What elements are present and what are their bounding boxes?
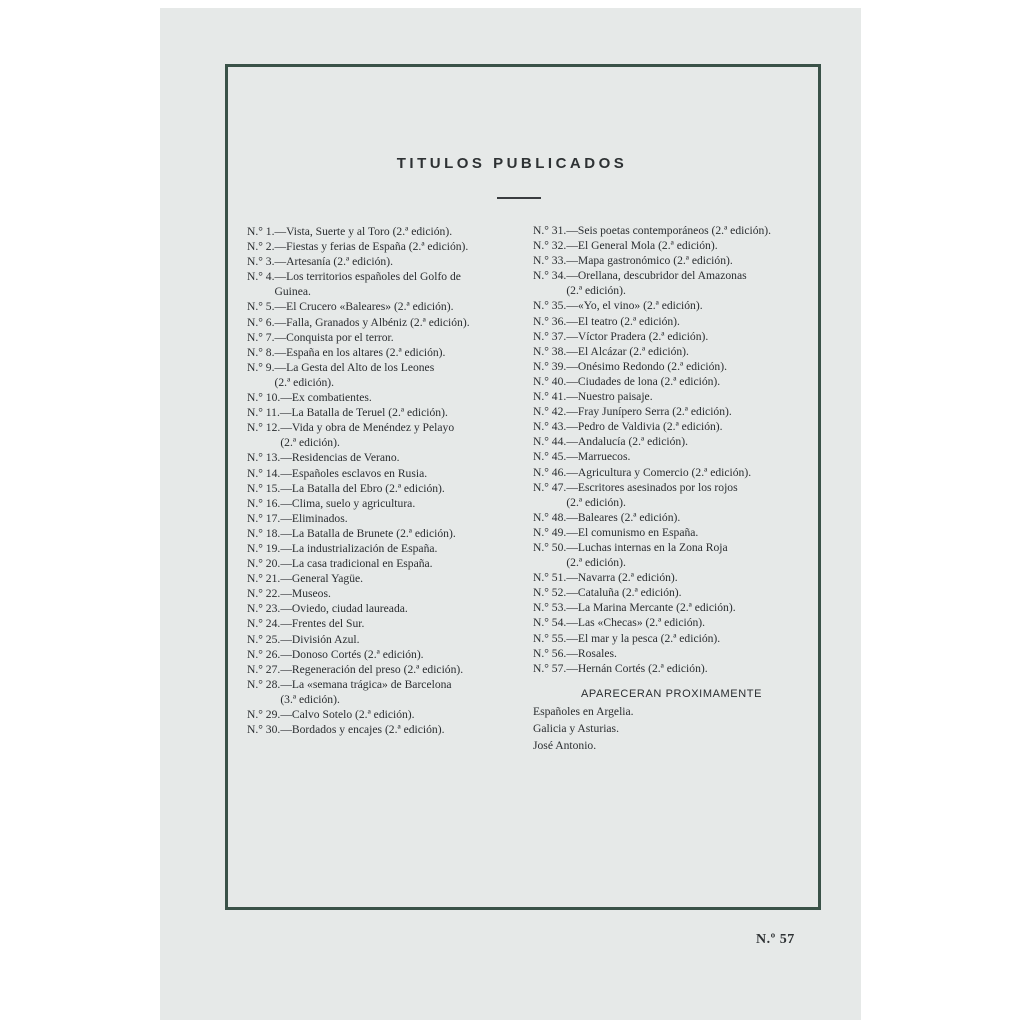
upcoming-heading: APARECERAN PROXIMAMENTE bbox=[580, 687, 763, 700]
title-entry bbox=[247, 269, 522, 299]
entry-number: N.° 26. bbox=[247, 647, 281, 661]
entry-title: —Fray Junípero Serra (2.ª edición). bbox=[566, 405, 732, 419]
entry-title: —Bordados y encajes (2.ª edición). bbox=[280, 723, 445, 737]
title-entry bbox=[533, 510, 810, 525]
entry-title: —Clima, suelo y agricultura. bbox=[280, 496, 416, 510]
entry-number: N.° 9. bbox=[247, 360, 275, 374]
entry-title: —Cataluña (2.ª edición). bbox=[566, 586, 682, 600]
entry-title: —Falla, Granados y Albéniz (2.ª edición). bbox=[274, 315, 470, 329]
entry-number: N.° 46. bbox=[533, 465, 567, 479]
entry-number: N.° 11. bbox=[247, 406, 280, 420]
entry-title: —Nuestro paisaje. bbox=[566, 390, 653, 404]
entry-title: —Hernán Cortés (2.ª edición). bbox=[566, 661, 708, 675]
entry-number: N.° 45. bbox=[533, 450, 567, 464]
entry-title: —El teatro (2.ª edición). bbox=[566, 314, 680, 328]
title-entry bbox=[247, 315, 522, 330]
titles-list-right-entries bbox=[533, 223, 810, 676]
entry-number: N.° 57. bbox=[533, 661, 567, 675]
entry-number: N.° 30. bbox=[247, 723, 281, 737]
title-entry bbox=[247, 632, 522, 647]
entry-title: —Museos. bbox=[280, 587, 331, 601]
entry-title: —Pedro de Valdivia (2.ª edición). bbox=[566, 420, 723, 434]
entry-number: N.° 37. bbox=[533, 329, 567, 343]
entry-number: N.° 39. bbox=[533, 359, 567, 373]
entry-number: N.° 56. bbox=[533, 646, 567, 660]
title-entry bbox=[247, 541, 522, 556]
entry-title: —Frentes del Sur. bbox=[280, 617, 365, 631]
entry-title: —El Alcázar (2.ª edición). bbox=[566, 344, 689, 358]
titles-list-left bbox=[247, 224, 522, 737]
entry-title: —El comunismo en España. bbox=[566, 525, 699, 539]
entry-number: N.° 8. bbox=[247, 345, 275, 359]
entry-number: N.° 19. bbox=[247, 541, 281, 555]
upcoming-item: Galicia y Asturias. bbox=[533, 721, 619, 735]
title-entry bbox=[247, 224, 522, 239]
entry-title: —Los territorios españoles del Golfo de Guinea. bbox=[274, 270, 461, 299]
heading-rule bbox=[497, 197, 541, 199]
entry-number: N.° 23. bbox=[247, 602, 281, 616]
title-entry bbox=[247, 707, 522, 722]
title-entry bbox=[533, 314, 810, 329]
entry-number: N.° 54. bbox=[533, 616, 567, 630]
entry-title: —Mapa gastronómico (2.ª edición). bbox=[566, 254, 733, 268]
title-entry bbox=[533, 570, 810, 585]
entry-number: N.° 2. bbox=[247, 240, 275, 254]
entry-number: N.° 51. bbox=[533, 571, 567, 585]
entry-title: —Artesanía (2.ª edición). bbox=[274, 255, 393, 269]
entry-title: —Onésimo Redondo (2.ª edición). bbox=[566, 359, 727, 373]
title-entry bbox=[247, 450, 522, 465]
entry-number: N.° 10. bbox=[247, 391, 281, 405]
entry-number: N.° 49. bbox=[533, 525, 567, 539]
entry-title: —Escritores asesinados por los rojos (2.ª edición). bbox=[566, 480, 738, 509]
title-entry bbox=[247, 586, 522, 601]
entry-title: —Víctor Pradera (2.ª edición). bbox=[566, 329, 709, 343]
entry-title: —La Batalla de Brunete (2.ª edición). bbox=[280, 526, 456, 540]
entry-number: N.° 50. bbox=[533, 540, 567, 554]
entry-title: —Rosales. bbox=[566, 646, 617, 660]
entry-number: N.° 28. bbox=[247, 677, 281, 691]
title-entry bbox=[247, 647, 522, 662]
entry-title: —Vista, Suerte y al Toro (2.ª edición). bbox=[274, 225, 453, 238]
title-entry bbox=[533, 419, 810, 434]
title-entry bbox=[247, 466, 522, 481]
entry-number: N.° 1. bbox=[247, 225, 275, 238]
title-entry bbox=[533, 374, 810, 389]
entry-title: —Andalucía (2.ª edición). bbox=[566, 435, 688, 449]
title-entry bbox=[533, 631, 810, 646]
entry-title: —Oviedo, ciudad laureada. bbox=[280, 602, 408, 616]
entry-number: N.° 48. bbox=[533, 510, 567, 524]
title-entry bbox=[533, 525, 810, 540]
entry-title: —Luchas internas en la Zona Roja (2.ª edición). bbox=[566, 540, 728, 570]
entry-title: —Seis poetas contemporáneos (2.ª edición). bbox=[566, 224, 772, 237]
entry-number: N.° 38. bbox=[533, 344, 567, 358]
title-entry bbox=[533, 434, 810, 449]
entry-number: N.° 36. bbox=[533, 314, 567, 328]
entry-title: —La casa tradicional en España. bbox=[280, 557, 433, 571]
entry-number: N.° 5. bbox=[247, 300, 275, 314]
entry-title: —La industrialización de España. bbox=[280, 541, 438, 555]
entry-title: —El mar y la pesca (2.ª edición). bbox=[566, 631, 721, 645]
title-entry bbox=[247, 390, 522, 405]
entry-number: N.° 32. bbox=[533, 239, 567, 253]
entry-title: —Residencias de Verano. bbox=[280, 451, 400, 465]
entry-number: N.° 33. bbox=[533, 254, 567, 268]
entry-number: N.° 35. bbox=[533, 299, 567, 313]
entry-title: —La Batalla del Ebro (2.ª edición). bbox=[280, 481, 445, 495]
title-entry bbox=[247, 360, 522, 390]
entry-number: N.° 43. bbox=[533, 420, 567, 434]
title-entry bbox=[533, 268, 810, 298]
title-entry bbox=[533, 298, 810, 313]
entry-number: N.° 24. bbox=[247, 617, 281, 631]
entry-title: —El Crucero «Baleares» (2.ª edición). bbox=[274, 300, 454, 314]
entry-title: —La Gesta del Alto de los Leones (2.ª edición). bbox=[274, 360, 435, 389]
entry-number: N.° 44. bbox=[533, 435, 567, 449]
entry-title: —«Yo, el vino» (2.ª edición). bbox=[566, 299, 703, 313]
title-entry bbox=[247, 481, 522, 496]
entry-number: N.° 17. bbox=[247, 511, 281, 525]
entry-number: N.° 55. bbox=[533, 631, 567, 645]
title-entry bbox=[533, 615, 810, 630]
title-entry bbox=[533, 585, 810, 600]
upcoming-item: José Antonio. bbox=[533, 739, 597, 752]
entry-title: —El General Mola (2.ª edición). bbox=[566, 239, 718, 253]
title-entry bbox=[533, 600, 810, 615]
entry-number: N.° 29. bbox=[247, 708, 281, 721]
entry-title: —Fiestas y ferias de España (2.ª edición). bbox=[274, 240, 469, 254]
entry-number: N.° 20. bbox=[247, 557, 281, 571]
title-entry bbox=[247, 420, 522, 450]
entry-title: —Marruecos. bbox=[566, 450, 631, 464]
entry-title: —Eliminados. bbox=[280, 511, 348, 525]
entry-title: —Baleares (2.ª edición). bbox=[566, 510, 681, 524]
entry-title: —División Azul. bbox=[280, 632, 360, 646]
entry-number: N.° 22. bbox=[247, 587, 281, 601]
entry-title: —La Batalla de Teruel (2.ª edición). bbox=[279, 406, 448, 420]
entry-number: N.° 18. bbox=[247, 526, 281, 540]
titles-list-right bbox=[533, 223, 810, 753]
title-entry bbox=[247, 299, 522, 314]
entry-title: —La «semana trágica» de Barcelona (3.ª edición). bbox=[280, 677, 452, 706]
title-entry bbox=[247, 722, 522, 737]
entry-title: —Orellana, descubridor del Amazonas (2.ª edición). bbox=[566, 269, 747, 298]
entry-number: N.° 47. bbox=[533, 480, 567, 494]
entry-title: —Vida y obra de Menéndez y Pelayo (2.ª edición). bbox=[280, 421, 455, 450]
entry-title: —La Marina Mercante (2.ª edición). bbox=[566, 601, 736, 615]
title-entry bbox=[533, 329, 810, 344]
entry-title: —España en los altares (2.ª edición). bbox=[274, 345, 446, 359]
title-entry bbox=[247, 571, 522, 586]
title-entry bbox=[247, 239, 522, 254]
title-entry bbox=[533, 344, 810, 359]
entry-title: —Donoso Cortés (2.ª edición). bbox=[280, 647, 424, 661]
entry-number: N.° 6. bbox=[247, 315, 275, 329]
title-entry bbox=[533, 661, 810, 676]
title-entry bbox=[533, 465, 810, 480]
entry-number: N.° 27. bbox=[247, 662, 281, 676]
entry-number: N.° 41. bbox=[533, 390, 567, 404]
entry-number: N.° 21. bbox=[247, 572, 281, 586]
title-entry bbox=[247, 511, 522, 526]
title-entry bbox=[533, 359, 810, 374]
entry-number: N.° 3. bbox=[247, 255, 275, 269]
title-entry bbox=[533, 480, 810, 510]
title-entry bbox=[533, 223, 810, 238]
entry-title: —Ciudades de lona (2.ª edición). bbox=[566, 374, 721, 388]
entry-number: N.° 16. bbox=[247, 496, 281, 510]
title-entry bbox=[247, 677, 522, 707]
entry-title: —Ex combatientes. bbox=[280, 391, 372, 405]
entry-title: —Las «Checas» (2.ª edición). bbox=[566, 616, 706, 630]
entry-title: —General Yagüe. bbox=[280, 572, 364, 586]
entry-number: N.° 14. bbox=[247, 466, 281, 480]
entry-number: N.° 4. bbox=[247, 270, 275, 284]
title-entry bbox=[247, 345, 522, 360]
title-entry bbox=[247, 601, 522, 616]
title-entry bbox=[247, 526, 522, 541]
title-entry bbox=[533, 540, 810, 570]
title-entry bbox=[247, 254, 522, 269]
title-entry bbox=[533, 646, 810, 661]
upcoming-item: Españoles en Argelia. bbox=[533, 704, 634, 718]
entry-title: —Conquista por el terror. bbox=[274, 330, 394, 344]
entry-number: N.° 53. bbox=[533, 601, 567, 615]
title-entry bbox=[533, 389, 810, 404]
title-entry bbox=[247, 330, 522, 345]
entry-number: N.° 25. bbox=[247, 632, 281, 646]
entry-number: N.° 12. bbox=[247, 421, 281, 435]
upcoming-list bbox=[533, 704, 810, 753]
entry-number: N.° 34. bbox=[533, 269, 567, 283]
title-entry bbox=[533, 253, 810, 268]
entry-title: —Agricultura y Comercio (2.ª edición). bbox=[566, 465, 752, 479]
title-entry bbox=[247, 662, 522, 677]
entry-number: N.° 13. bbox=[247, 451, 281, 465]
title-entry bbox=[533, 238, 810, 253]
entry-number: N.° 52. bbox=[533, 586, 567, 600]
page-heading: TITULOS PUBLICADOS bbox=[396, 155, 628, 172]
entry-title: —Calvo Sotelo (2.ª edición). bbox=[280, 708, 415, 721]
entry-number: N.° 40. bbox=[533, 374, 567, 388]
entry-number: N.° 7. bbox=[247, 330, 275, 344]
entry-title: —Regeneración del preso (2.ª edición). bbox=[280, 662, 464, 676]
title-entry bbox=[247, 616, 522, 631]
entry-number: N.° 15. bbox=[247, 481, 281, 495]
entry-title: —Navarra (2.ª edición). bbox=[566, 571, 678, 585]
entry-title: —Españoles esclavos en Rusia. bbox=[280, 466, 428, 480]
entry-number: N.° 31. bbox=[533, 224, 567, 237]
title-entry bbox=[247, 556, 522, 571]
title-entry bbox=[247, 496, 522, 511]
title-entry bbox=[533, 404, 810, 419]
title-entry bbox=[247, 405, 522, 420]
title-entry bbox=[533, 449, 810, 464]
entry-number: N.° 42. bbox=[533, 405, 567, 419]
issue-number: N.º 57 bbox=[756, 932, 795, 947]
